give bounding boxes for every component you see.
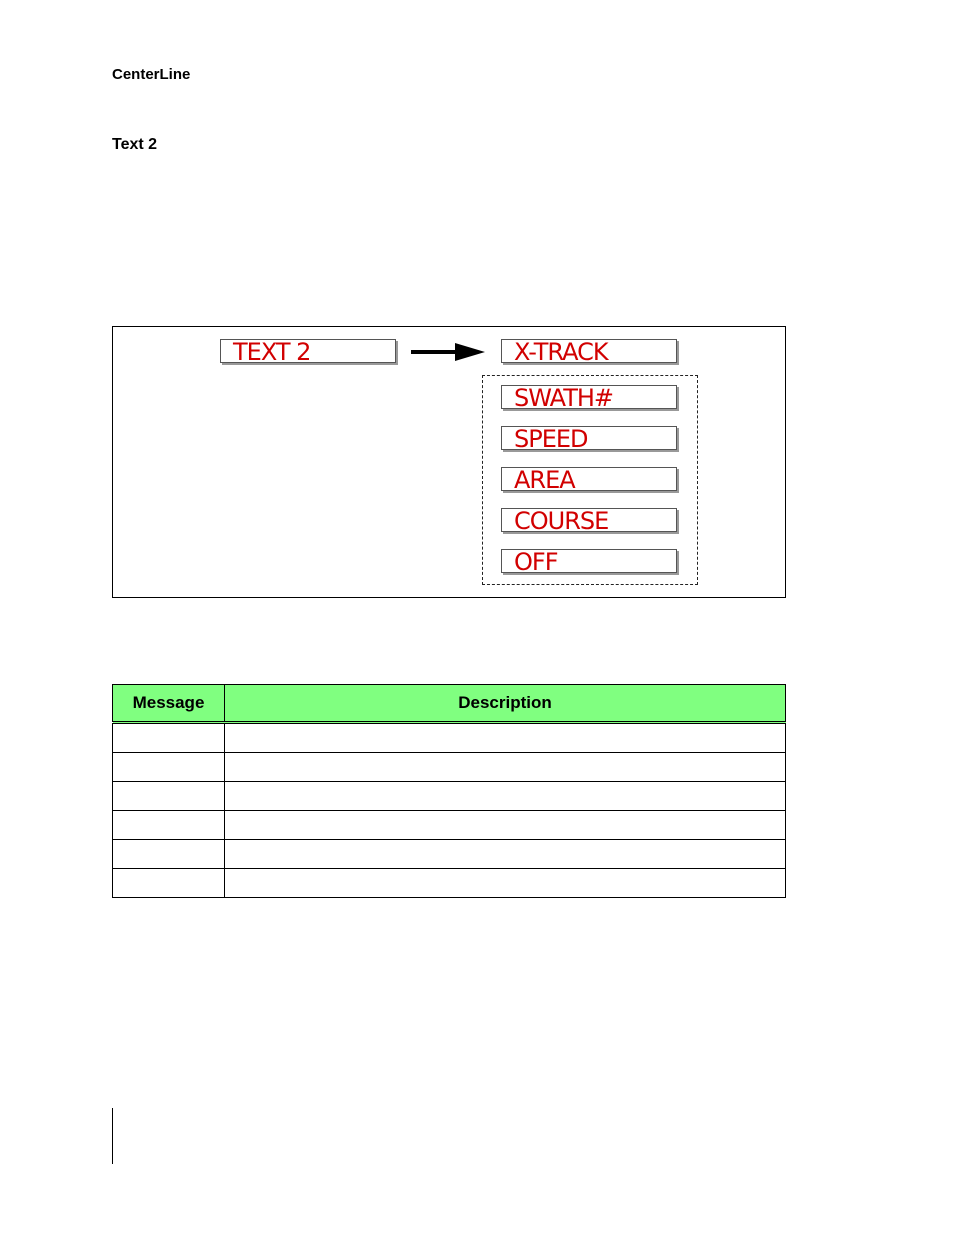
message-cell xyxy=(113,723,225,753)
menu-diagram xyxy=(112,326,786,598)
message-cell xyxy=(113,782,225,811)
description-cell xyxy=(225,811,786,840)
description-cell xyxy=(225,840,786,869)
message-table xyxy=(112,684,786,898)
description-cell xyxy=(225,753,786,782)
column-header-description: Description xyxy=(225,685,786,723)
menu-option-off: OFF xyxy=(501,549,677,573)
menu-option-swath: SWATH# xyxy=(501,385,677,409)
arrow-right-icon xyxy=(409,341,487,363)
message-cell xyxy=(113,811,225,840)
column-header-message: Message xyxy=(113,685,225,723)
section-title: Text 2 xyxy=(112,136,158,153)
change-bar xyxy=(112,1108,113,1164)
message-cell xyxy=(113,840,225,869)
table-header-row xyxy=(113,685,786,723)
table-row xyxy=(113,811,786,840)
message-cell xyxy=(113,753,225,782)
menu-item-text-2: TEXT 2 xyxy=(220,339,396,363)
menu-option-course: COURSE xyxy=(501,508,677,532)
message-cell xyxy=(113,869,225,898)
description-cell xyxy=(225,723,786,753)
description-cell xyxy=(225,869,786,898)
description-cell xyxy=(225,782,786,811)
table-row xyxy=(113,869,786,898)
running-header: CenterLine xyxy=(112,66,191,83)
table-row xyxy=(113,723,786,753)
menu-option-speed: SPEED xyxy=(501,426,677,450)
table-row xyxy=(113,782,786,811)
menu-option-x-track: X-TRACK xyxy=(501,339,677,363)
table-row xyxy=(113,840,786,869)
menu-option-area: AREA xyxy=(501,467,677,491)
table-row xyxy=(113,753,786,782)
